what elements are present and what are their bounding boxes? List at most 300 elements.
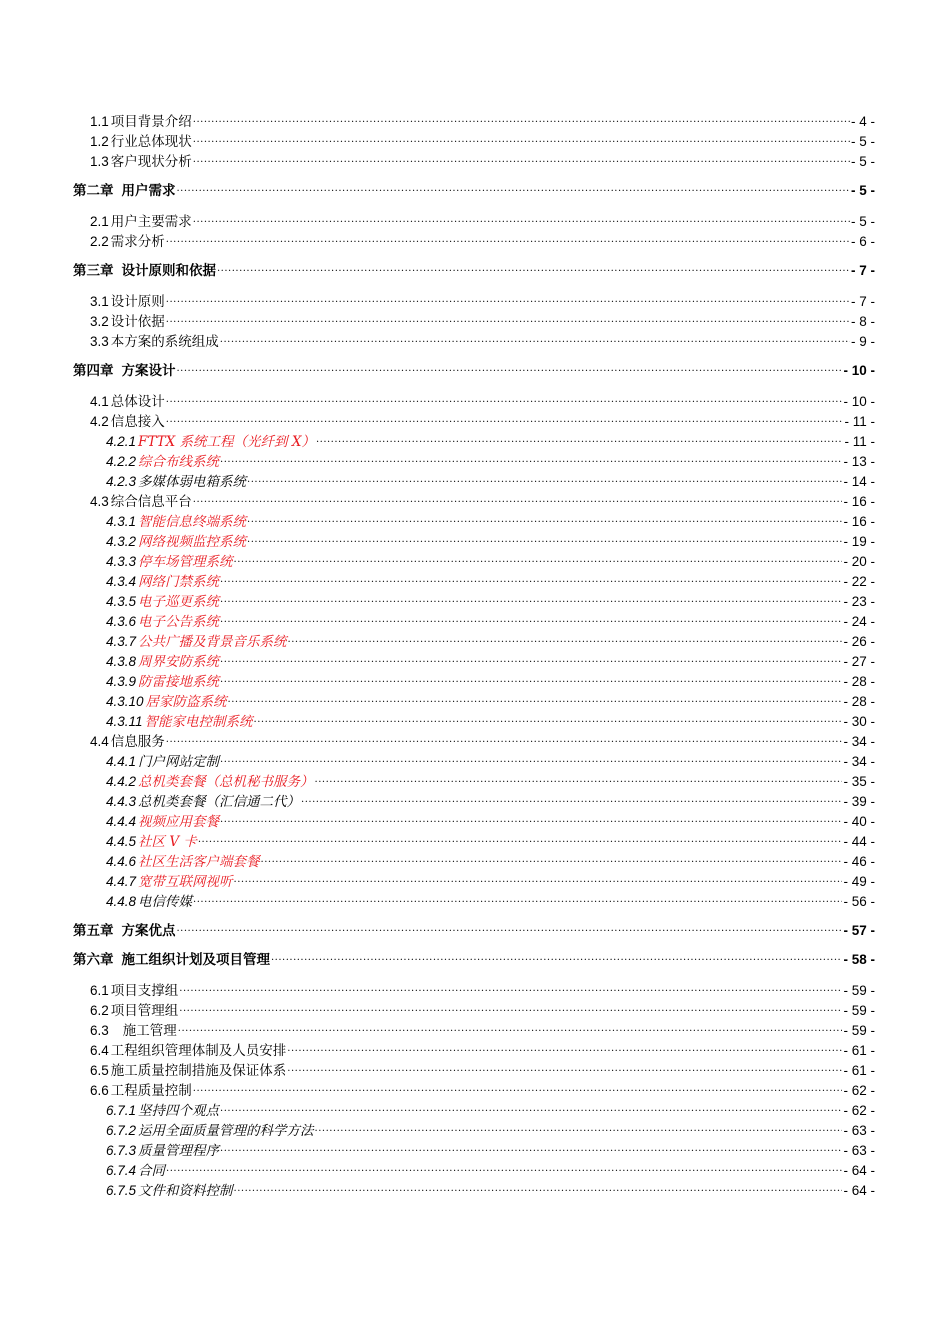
toc-entry-number: 6.4	[90, 1042, 109, 1058]
toc-entry-title	[90, 1022, 177, 1040]
toc-entry[interactable]	[90, 492, 875, 510]
toc-dot-leader	[287, 1041, 842, 1055]
toc-entry[interactable]	[90, 1061, 875, 1079]
toc-entry-text: 宽带互联网视听	[138, 873, 233, 890]
toc-entry-text: 社区生活客户端套餐	[138, 853, 260, 870]
toc-entry-title	[90, 293, 165, 311]
toc-entry-number: 4.4.4	[106, 813, 137, 829]
toc-entry[interactable]	[90, 392, 875, 410]
toc-page-number: - 59 -	[843, 982, 875, 998]
toc-entry-text: 设计依据	[110, 313, 165, 330]
toc-entry-text: 周界安防系统	[138, 653, 220, 670]
toc-page-number: - 64 -	[843, 1162, 875, 1178]
toc-entry-text: 总体设计	[110, 393, 165, 410]
toc-entry-number: 3.3	[90, 333, 109, 349]
toc-entry[interactable]	[90, 412, 875, 430]
toc-page-number: - 7 -	[850, 262, 875, 278]
toc-entry-text: 运用全面质量管理的科学方法	[138, 1122, 314, 1139]
toc-page-number: - 63 -	[843, 1122, 875, 1138]
toc-entry[interactable]	[106, 792, 875, 810]
toc-entry-text: 总机类套餐（汇信通二代）	[138, 793, 301, 810]
toc-page-number: - 5 -	[850, 213, 875, 229]
toc-entry[interactable]	[106, 872, 875, 890]
toc-dot-leader	[220, 652, 842, 666]
toc-entry-number: 4.3.7	[106, 633, 137, 649]
toc-entry-title	[73, 262, 216, 280]
toc-entry-title	[90, 1062, 286, 1080]
toc-entry-number: 4.3.4	[106, 573, 137, 589]
toc-entry[interactable]	[106, 1181, 875, 1199]
toc-entry-number: 4.3.11	[106, 713, 143, 729]
toc-entry-title	[106, 773, 314, 791]
toc-entry-title	[106, 573, 219, 591]
toc-entry[interactable]	[90, 981, 875, 999]
toc-dot-leader	[220, 672, 842, 686]
toc-dot-leader	[220, 592, 842, 606]
toc-page-number: - 46 -	[843, 853, 875, 869]
toc-page-number: - 16 -	[843, 513, 875, 529]
toc-entry-number: 第三章	[73, 262, 114, 279]
toc-dot-leader	[301, 792, 842, 806]
toc-entry-number: 4.4.3	[106, 793, 137, 809]
toc-entry-text: 综合布线系统	[138, 453, 220, 470]
toc-entry-number: 6.1	[90, 982, 109, 998]
toc-page-number: - 8 -	[850, 313, 875, 329]
toc-dot-leader	[234, 1181, 843, 1195]
toc-chapter-entry[interactable]	[73, 361, 875, 379]
toc-entry[interactable]	[90, 732, 875, 750]
toc-entry[interactable]	[90, 1041, 875, 1059]
toc-page-number: - 22 -	[843, 573, 875, 589]
toc-entry[interactable]	[106, 532, 875, 550]
toc-page-number: - 5 -	[850, 153, 875, 169]
toc-dot-leader	[247, 472, 842, 486]
toc-page-number: - 23 -	[843, 593, 875, 609]
toc-entry-title	[106, 873, 233, 891]
toc-entry-title	[90, 393, 165, 411]
toc-entry-number: 第五章	[73, 922, 114, 939]
toc-entry-text: 方案设计	[121, 362, 176, 379]
toc-entry-text: 电子公告系统	[138, 613, 220, 630]
toc-entry-text: 设计原则和依据	[121, 262, 216, 279]
toc-entry-number: 4.2	[90, 413, 109, 429]
toc-dot-leader	[166, 1161, 842, 1175]
toc-dot-leader	[271, 950, 842, 964]
toc-page-number: - 13 -	[843, 453, 875, 469]
toc-entry[interactable]	[106, 752, 875, 770]
toc-entry-number: 4.3.9	[106, 673, 137, 689]
toc-entry-number: 4.3.2	[106, 533, 137, 549]
toc-chapter-entry[interactable]	[73, 950, 875, 968]
toc-entry-title	[106, 833, 197, 851]
toc-page-number: - 40 -	[843, 813, 875, 829]
toc-page-number: - 57 -	[843, 922, 875, 938]
toc-entry-text: 需求分析	[110, 233, 165, 250]
toc-dot-leader	[220, 812, 842, 826]
toc-entry[interactable]	[106, 552, 875, 570]
toc-entry-text: 智能家电控制系统	[144, 713, 253, 730]
toc-entry-title	[106, 813, 219, 831]
toc-entry-title	[106, 693, 227, 711]
toc-entry[interactable]	[106, 812, 875, 830]
toc-entry[interactable]	[106, 832, 875, 850]
toc-entry-number: 4.3.5	[106, 593, 137, 609]
toc-page-number: - 5 -	[850, 182, 875, 198]
toc-entry[interactable]	[90, 312, 875, 330]
toc-entry-title	[106, 473, 246, 491]
toc-dot-leader	[177, 361, 843, 375]
toc-dot-leader	[179, 981, 842, 995]
toc-page-number: - 61 -	[843, 1062, 875, 1078]
toc-dot-leader	[193, 112, 850, 126]
toc-entry-title	[106, 713, 253, 731]
toc-entry[interactable]	[106, 472, 875, 490]
toc-entry-text: 质量管理程序	[138, 1142, 220, 1159]
toc-entry-number: 第六章	[73, 951, 114, 968]
toc-page-number: - 9 -	[850, 333, 875, 349]
toc-entry[interactable]	[106, 652, 875, 670]
toc-entry-text: 电子巡更系统	[138, 593, 220, 610]
toc-entry-title	[106, 613, 219, 631]
toc-dot-leader	[177, 921, 843, 935]
toc-entry-title	[90, 1042, 286, 1060]
toc-dot-leader	[193, 132, 850, 146]
toc-dot-leader	[254, 712, 843, 726]
toc-dot-leader	[177, 181, 850, 195]
toc-entry-number: 2.2	[90, 233, 109, 249]
toc-entry-text: 网络视频监控系统	[138, 533, 247, 550]
toc-dot-leader	[166, 292, 850, 306]
toc-entry-title	[106, 793, 300, 811]
toc-entry[interactable]	[90, 332, 875, 350]
toc-page-number: - 56 -	[843, 893, 875, 909]
toc-dot-leader	[315, 772, 843, 786]
toc-entry-title	[90, 1002, 178, 1020]
toc-dot-leader	[179, 1001, 842, 1015]
toc-entry-title	[106, 553, 233, 571]
toc-entry-title	[106, 1182, 233, 1200]
toc-entry-text: 施工管理	[122, 1022, 177, 1039]
toc-entry-title	[90, 333, 219, 351]
toc-entry-number: 6.7.4	[106, 1162, 137, 1178]
toc-entry-text: 项目管理组	[110, 1002, 179, 1019]
toc-entry-title	[90, 313, 165, 331]
toc-dot-leader	[220, 752, 842, 766]
toc-dot-leader	[220, 572, 842, 586]
toc-page-number: - 11 -	[844, 413, 875, 429]
toc-entry-title	[73, 182, 176, 200]
toc-entry-text: 行业总体现状	[110, 133, 192, 150]
toc-entry-number: 4.3.1	[106, 513, 137, 529]
toc-page-number: - 59 -	[843, 1022, 875, 1038]
toc-entry[interactable]	[90, 212, 875, 230]
toc-entry-text: 防雷接地系统	[138, 673, 220, 690]
toc-page-number: - 58 -	[843, 951, 875, 967]
toc-entry[interactable]	[90, 132, 875, 150]
toc-dot-leader	[166, 312, 850, 326]
toc-dot-leader	[166, 412, 844, 426]
toc-entry[interactable]	[106, 1141, 875, 1159]
toc-entry-number: 3.1	[90, 293, 109, 309]
toc-chapter-entry[interactable]	[73, 181, 875, 199]
toc-dot-leader	[220, 612, 842, 626]
toc-entry-number: 4.4.7	[106, 873, 137, 889]
toc-entry[interactable]	[106, 1121, 875, 1139]
toc-entry-text: 项目背景介绍	[110, 113, 192, 130]
toc-entry-title	[90, 493, 192, 511]
toc-entry-number: 4.2.1	[106, 433, 137, 449]
toc-page-number: - 7 -	[850, 293, 875, 309]
toc-entry-title	[106, 1102, 219, 1120]
toc-entry-text: 公共广播及背景音乐系统	[138, 633, 287, 650]
toc-dot-leader	[234, 552, 843, 566]
toc-entry-number: 4.2.2	[106, 453, 137, 469]
toc-entry-text: 居家防盗系统	[145, 693, 227, 710]
toc-entry[interactable]	[90, 1081, 875, 1099]
toc-entry-title	[106, 1142, 219, 1160]
toc-page-number: - 4 -	[850, 113, 875, 129]
toc-entry[interactable]	[106, 432, 875, 450]
toc-entry-title	[106, 593, 219, 611]
toc-entry-title	[106, 433, 315, 451]
toc-entry[interactable]	[106, 592, 875, 610]
toc-page-number: - 44 -	[843, 833, 875, 849]
toc-page-number: - 34 -	[843, 753, 875, 769]
toc-entry-number: 4.4.1	[106, 753, 137, 769]
toc-entry-text: 合同	[138, 1162, 166, 1179]
toc-entry-number: 6.3	[90, 1022, 109, 1038]
toc-entry-title	[106, 513, 246, 531]
toc-chapter-entry[interactable]	[73, 921, 875, 939]
toc-dot-leader	[247, 532, 842, 546]
toc-entry-number: 4.3.6	[106, 613, 137, 629]
toc-entry-number: 1.1	[90, 113, 109, 129]
toc-entry-number: 2.1	[90, 213, 109, 229]
toc-entry-title	[106, 453, 219, 471]
toc-entry[interactable]	[106, 692, 875, 710]
toc-page-number: - 28 -	[843, 673, 875, 689]
toc-entry-text: 信息服务	[110, 733, 165, 750]
toc-entry[interactable]	[106, 572, 875, 590]
toc-page-number: - 19 -	[843, 533, 875, 549]
toc-entry[interactable]	[106, 852, 875, 870]
toc-entry-text: 电信传媒	[138, 893, 193, 910]
toc-entry-title	[106, 633, 287, 651]
toc-entry-number: 4.3.3	[106, 553, 137, 569]
toc-page-number: - 10 -	[843, 362, 875, 378]
toc-page-number: - 35 -	[843, 773, 875, 789]
toc-entry-title	[90, 1082, 192, 1100]
toc-page-number: - 61 -	[843, 1042, 875, 1058]
toc-entry-number: 6.7.5	[106, 1182, 137, 1198]
toc-entry-number: 6.2	[90, 1002, 109, 1018]
toc-dot-leader	[193, 1081, 843, 1095]
toc-entry-number: 4.3.10	[106, 693, 144, 709]
toc-dot-leader	[166, 232, 850, 246]
toc-dot-leader	[178, 1021, 843, 1035]
toc-page-number: - 63 -	[843, 1142, 875, 1158]
toc-entry-number: 4.4.8	[106, 893, 137, 909]
toc-entry-text: 方案优点	[121, 922, 176, 939]
toc-page-number: - 11 -	[844, 433, 875, 449]
toc-entry-number: 6.7.1	[106, 1102, 137, 1118]
toc-entry-title	[106, 1122, 314, 1140]
toc-entry-title	[106, 753, 219, 771]
toc-dot-leader	[234, 872, 843, 886]
toc-entry-title	[106, 853, 260, 871]
toc-entry-text: 坚持四个观点	[138, 1102, 220, 1119]
toc-entry-number: 6.7.2	[106, 1122, 137, 1138]
toc-entry-title	[90, 133, 192, 151]
toc-entry-text: 施工组织计划及项目管理	[121, 951, 270, 968]
toc-entry-number: 4.4	[90, 733, 109, 749]
toc-entry-number: 4.2.3	[106, 473, 137, 489]
toc-dot-leader	[193, 212, 850, 226]
toc-page-number: - 49 -	[843, 873, 875, 889]
toc-page-number: - 64 -	[843, 1182, 875, 1198]
toc-chapter-entry[interactable]	[73, 261, 875, 279]
toc-entry[interactable]	[106, 452, 875, 470]
toc-entry-text: 本方案的系统组成	[110, 333, 219, 350]
toc-entry-number: 6.6	[90, 1082, 109, 1098]
toc-entry[interactable]	[106, 512, 875, 530]
toc-entry-text: 视频应用套餐	[138, 813, 220, 830]
toc-entry-title	[106, 673, 219, 691]
toc-dot-leader	[247, 512, 842, 526]
toc-entry[interactable]	[106, 892, 875, 910]
toc-page-number: - 62 -	[843, 1102, 875, 1118]
toc-entry-number: 6.5	[90, 1062, 109, 1078]
toc-entry-title	[73, 922, 176, 940]
toc-page-number: - 14 -	[843, 473, 875, 489]
toc-entry-title	[90, 213, 192, 231]
toc-page-number: - 5 -	[850, 133, 875, 149]
toc-entry[interactable]	[90, 232, 875, 250]
toc-page-number: - 30 -	[843, 713, 875, 729]
toc-dot-leader	[287, 1061, 842, 1075]
toc-entry[interactable]	[90, 292, 875, 310]
toc-entry[interactable]	[106, 612, 875, 630]
toc-dot-leader	[220, 1141, 842, 1155]
toc-dot-leader	[217, 261, 850, 275]
toc-entry-title	[90, 233, 165, 251]
toc-entry-text: 施工质量控制措施及保证体系	[110, 1062, 287, 1079]
toc-page-number: - 16 -	[843, 493, 875, 509]
toc-page-number: - 62 -	[843, 1082, 875, 1098]
toc-entry-text: FTTX 系统工程（光纤到 X）	[138, 433, 315, 450]
toc-entry-number: 6.7.3	[106, 1142, 137, 1158]
toc-entry-text: 文件和资料控制	[138, 1182, 233, 1199]
toc-dot-leader	[166, 732, 843, 746]
toc-dot-leader	[193, 492, 843, 506]
toc-dot-leader	[220, 332, 850, 346]
toc-page-number: - 26 -	[843, 633, 875, 649]
toc-entry-title	[73, 362, 176, 380]
toc-entry-number: 4.4.2	[106, 773, 137, 789]
toc-entry-text: 智能信息终端系统	[138, 513, 247, 530]
toc-entry-title	[106, 893, 192, 911]
toc-dot-leader	[198, 832, 843, 846]
toc-entry[interactable]	[106, 772, 875, 790]
toc-entry-text: 信息接入	[110, 413, 165, 430]
toc-entry-text: 工程组织管理体制及人员安排	[110, 1042, 287, 1059]
toc-page-number: - 59 -	[843, 1002, 875, 1018]
toc-entry-text: 网络门禁系统	[138, 573, 220, 590]
toc-entry-text: 社区 V 卡	[138, 833, 197, 850]
toc-entry-title	[73, 951, 270, 969]
toc-page-number: - 28 -	[843, 693, 875, 709]
toc-dot-leader	[288, 632, 843, 646]
toc-entry-number: 3.2	[90, 313, 109, 329]
toc-entry-text: 用户需求	[121, 182, 176, 199]
toc-entry[interactable]	[90, 152, 875, 170]
toc-entry-text: 多媒体弱电箱系统	[138, 473, 247, 490]
toc-dot-leader	[228, 692, 843, 706]
toc-entry-title	[106, 653, 219, 671]
toc-entry-text: 总机类套餐（总机秘书服务）	[138, 773, 314, 790]
toc-dot-leader	[166, 392, 843, 406]
toc-entry-number: 第四章	[73, 362, 114, 379]
toc-dot-leader	[193, 152, 850, 166]
toc-entry-number: 第二章	[73, 182, 114, 199]
toc-entry-title	[106, 1162, 165, 1180]
toc-dot-leader	[316, 432, 844, 446]
toc-entry[interactable]	[90, 1001, 875, 1019]
toc-entry-text: 客户现状分析	[110, 153, 192, 170]
toc-entry-title	[106, 533, 246, 551]
toc-entry-title	[90, 113, 192, 131]
toc-entry-text: 综合信息平台	[110, 493, 192, 510]
toc-page-number: - 24 -	[843, 613, 875, 629]
toc-entry-number: 4.3	[90, 493, 109, 509]
toc-dot-leader	[193, 892, 842, 906]
toc-entry-number: 1.2	[90, 133, 109, 149]
toc-entry-text: 停车场管理系统	[138, 553, 233, 570]
toc-page-number: - 6 -	[850, 233, 875, 249]
toc-dot-leader	[261, 852, 843, 866]
toc-entry[interactable]	[90, 112, 875, 130]
toc-entry-title	[90, 982, 178, 1000]
toc-entry-number: 4.4.6	[106, 853, 137, 869]
toc-dot-leader	[315, 1121, 843, 1135]
toc-entry-text: 项目支撑组	[110, 982, 179, 999]
toc-entry[interactable]	[106, 672, 875, 690]
toc-entry-title	[90, 153, 192, 171]
toc-entry-number: 4.1	[90, 393, 109, 409]
toc-entry-text: 工程质量控制	[110, 1082, 192, 1099]
toc-entry-text: 设计原则	[110, 293, 165, 310]
toc-page-number: - 39 -	[843, 793, 875, 809]
toc-entry-title	[90, 413, 165, 431]
toc-entry[interactable]	[90, 1021, 875, 1039]
toc-entry[interactable]	[106, 632, 875, 650]
toc-dot-leader	[220, 452, 842, 466]
toc-dot-leader	[220, 1101, 842, 1115]
toc-entry-title	[90, 733, 165, 751]
toc-entry[interactable]	[106, 1161, 875, 1179]
toc-page-number: - 34 -	[843, 733, 875, 749]
toc-entry[interactable]	[106, 1101, 875, 1119]
toc-entry-text: 门户网站定制	[138, 753, 220, 770]
toc-entry-number: 4.4.5	[106, 833, 137, 849]
toc-entry-number: 4.3.8	[106, 653, 137, 669]
toc-page-number: - 10 -	[843, 393, 875, 409]
toc-entry-number: 1.3	[90, 153, 109, 169]
toc-page-number: - 27 -	[843, 653, 875, 669]
toc-entry[interactable]	[106, 712, 875, 730]
toc-page-number: - 20 -	[843, 553, 875, 569]
toc-entry-text: 用户主要需求	[110, 213, 192, 230]
